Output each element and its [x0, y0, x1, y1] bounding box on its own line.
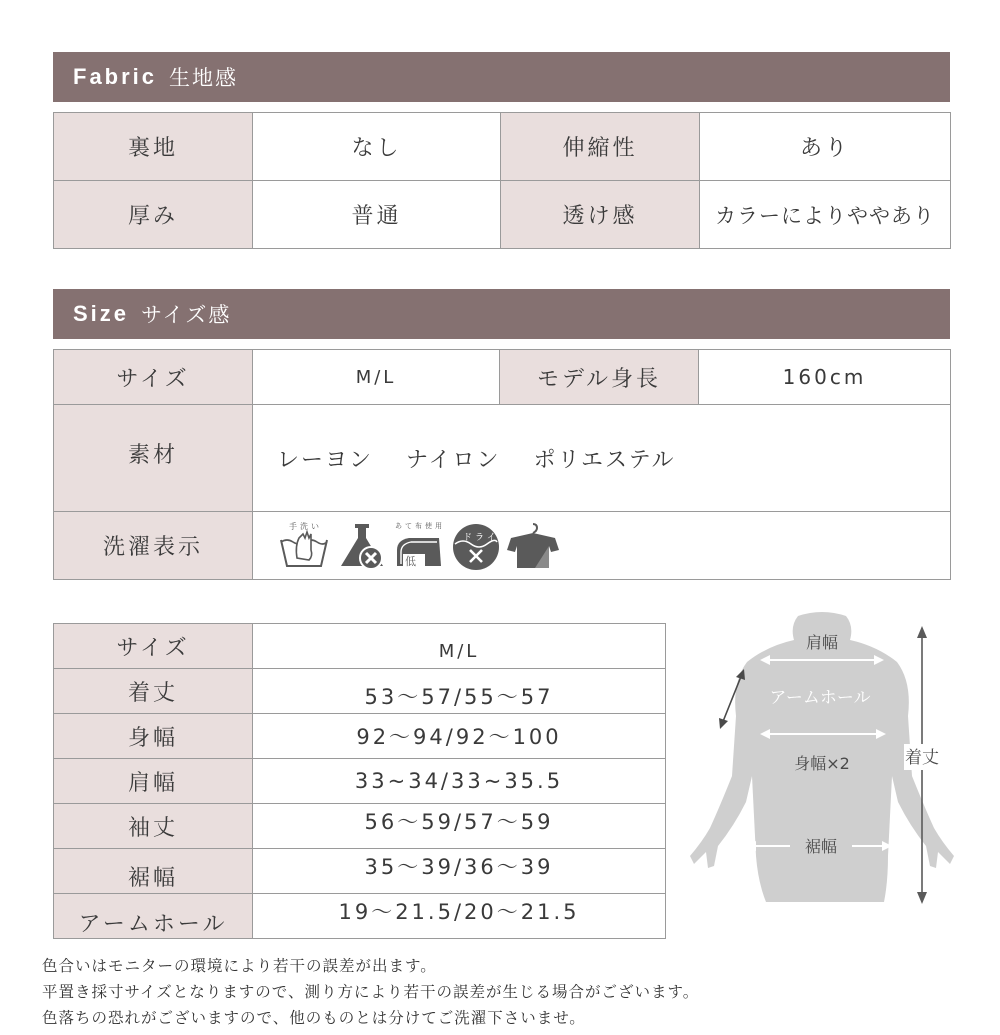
size-row	[54, 350, 951, 405]
fabric-value: なし	[253, 113, 501, 181]
hand-wash-icon	[277, 520, 333, 572]
measurement-value: 35〜39/36〜39	[253, 849, 666, 894]
table-row	[54, 804, 666, 849]
no-bleach-icon	[335, 520, 389, 572]
garment-measurement-diagram	[672, 606, 972, 916]
material-item: レーヨン	[277, 447, 374, 473]
iron-note-text: あて布使用	[395, 521, 445, 530]
material-item: ポリエステル	[533, 447, 676, 473]
table-row	[54, 849, 666, 894]
fabric-table	[53, 112, 951, 249]
fabric-row	[54, 181, 951, 249]
table-row	[54, 714, 666, 759]
note-line: 色落ちの恐れがございますので、他のものとは分けてご洗濯下さいませ。	[42, 1009, 586, 1027]
diagram-shoulder-label: 肩幅	[805, 633, 839, 652]
table-row	[54, 759, 666, 804]
fabric-section-header	[53, 52, 950, 102]
fabric-value: 普通	[253, 181, 501, 249]
hand-wash-text: 手洗い	[289, 521, 322, 531]
measurement-value: 33~34/33~35.5	[253, 759, 666, 804]
model-height-label: モデル身長	[500, 350, 699, 405]
care-icons-cell	[253, 512, 951, 580]
notes	[42, 953, 699, 1031]
diagram-bust-label: 身幅×2	[794, 754, 850, 773]
size-section-header	[53, 289, 950, 339]
fabric-label: 厚み	[54, 181, 253, 249]
hang-dry-shade-icon	[505, 520, 561, 572]
iron-low-icon	[391, 520, 447, 572]
material-label: 素材	[54, 405, 253, 512]
size-header-en: Size	[73, 301, 130, 326]
dry-text: ドライ	[463, 532, 499, 543]
note-line: 色合いはモニターの環境により若干の誤差が出ます。	[42, 957, 437, 975]
table-row	[54, 894, 666, 939]
fabric-value: あり	[700, 113, 951, 181]
measurement-table	[53, 623, 666, 939]
measurement-label: 身幅	[54, 714, 253, 759]
measurement-label: 袖丈	[54, 804, 253, 849]
measurement-value: 53〜57/55〜57	[253, 669, 666, 714]
measurement-header-value: M/L	[253, 624, 666, 669]
fabric-row	[54, 113, 951, 181]
table-row	[54, 669, 666, 714]
no-dry-clean-icon	[449, 520, 503, 572]
iron-low-text: 低	[405, 554, 419, 568]
size-label: サイズ	[54, 350, 253, 405]
size-table	[53, 349, 951, 580]
measurement-label: 肩幅	[54, 759, 253, 804]
fabric-label: 裏地	[54, 113, 253, 181]
material-value	[253, 405, 951, 512]
measurement-label: 裾幅	[54, 849, 253, 894]
measurement-header-label: サイズ	[54, 624, 253, 669]
fabric-label: 透け感	[501, 181, 700, 249]
care-icons	[277, 520, 950, 572]
material-row	[54, 405, 951, 512]
measurement-value: 56〜59/57〜59	[253, 804, 666, 849]
note-line: 平置き採寸サイズとなりますので、測り方により若干の誤差が生じる場合がございます。	[42, 983, 700, 1001]
measurement-value: 19〜21.5/20〜21.5	[253, 894, 666, 939]
fabric-label: 伸縮性	[501, 113, 700, 181]
measurement-label: 着丈	[54, 669, 253, 714]
fabric-value: カラーによりややあり	[700, 181, 951, 249]
diagram-length-label: 着丈	[905, 748, 939, 768]
measurement-label: アームホール	[54, 894, 253, 939]
diagram-armhole-label: アームホール	[769, 688, 871, 708]
care-label: 洗濯表示	[54, 512, 253, 580]
measurement-header-row	[54, 624, 666, 669]
size-header-jp: サイズ感	[141, 303, 232, 327]
care-row	[54, 512, 951, 580]
model-height-value: 160cm	[699, 350, 951, 405]
diagram-hem-label: 裾幅	[804, 837, 838, 856]
size-value: M/L	[253, 350, 500, 405]
measurement-value: 92〜94/92〜100	[253, 714, 666, 759]
material-item: ナイロン	[406, 447, 501, 473]
fabric-header-en: Fabric	[73, 64, 158, 89]
fabric-header-jp: 生地感	[169, 66, 239, 90]
